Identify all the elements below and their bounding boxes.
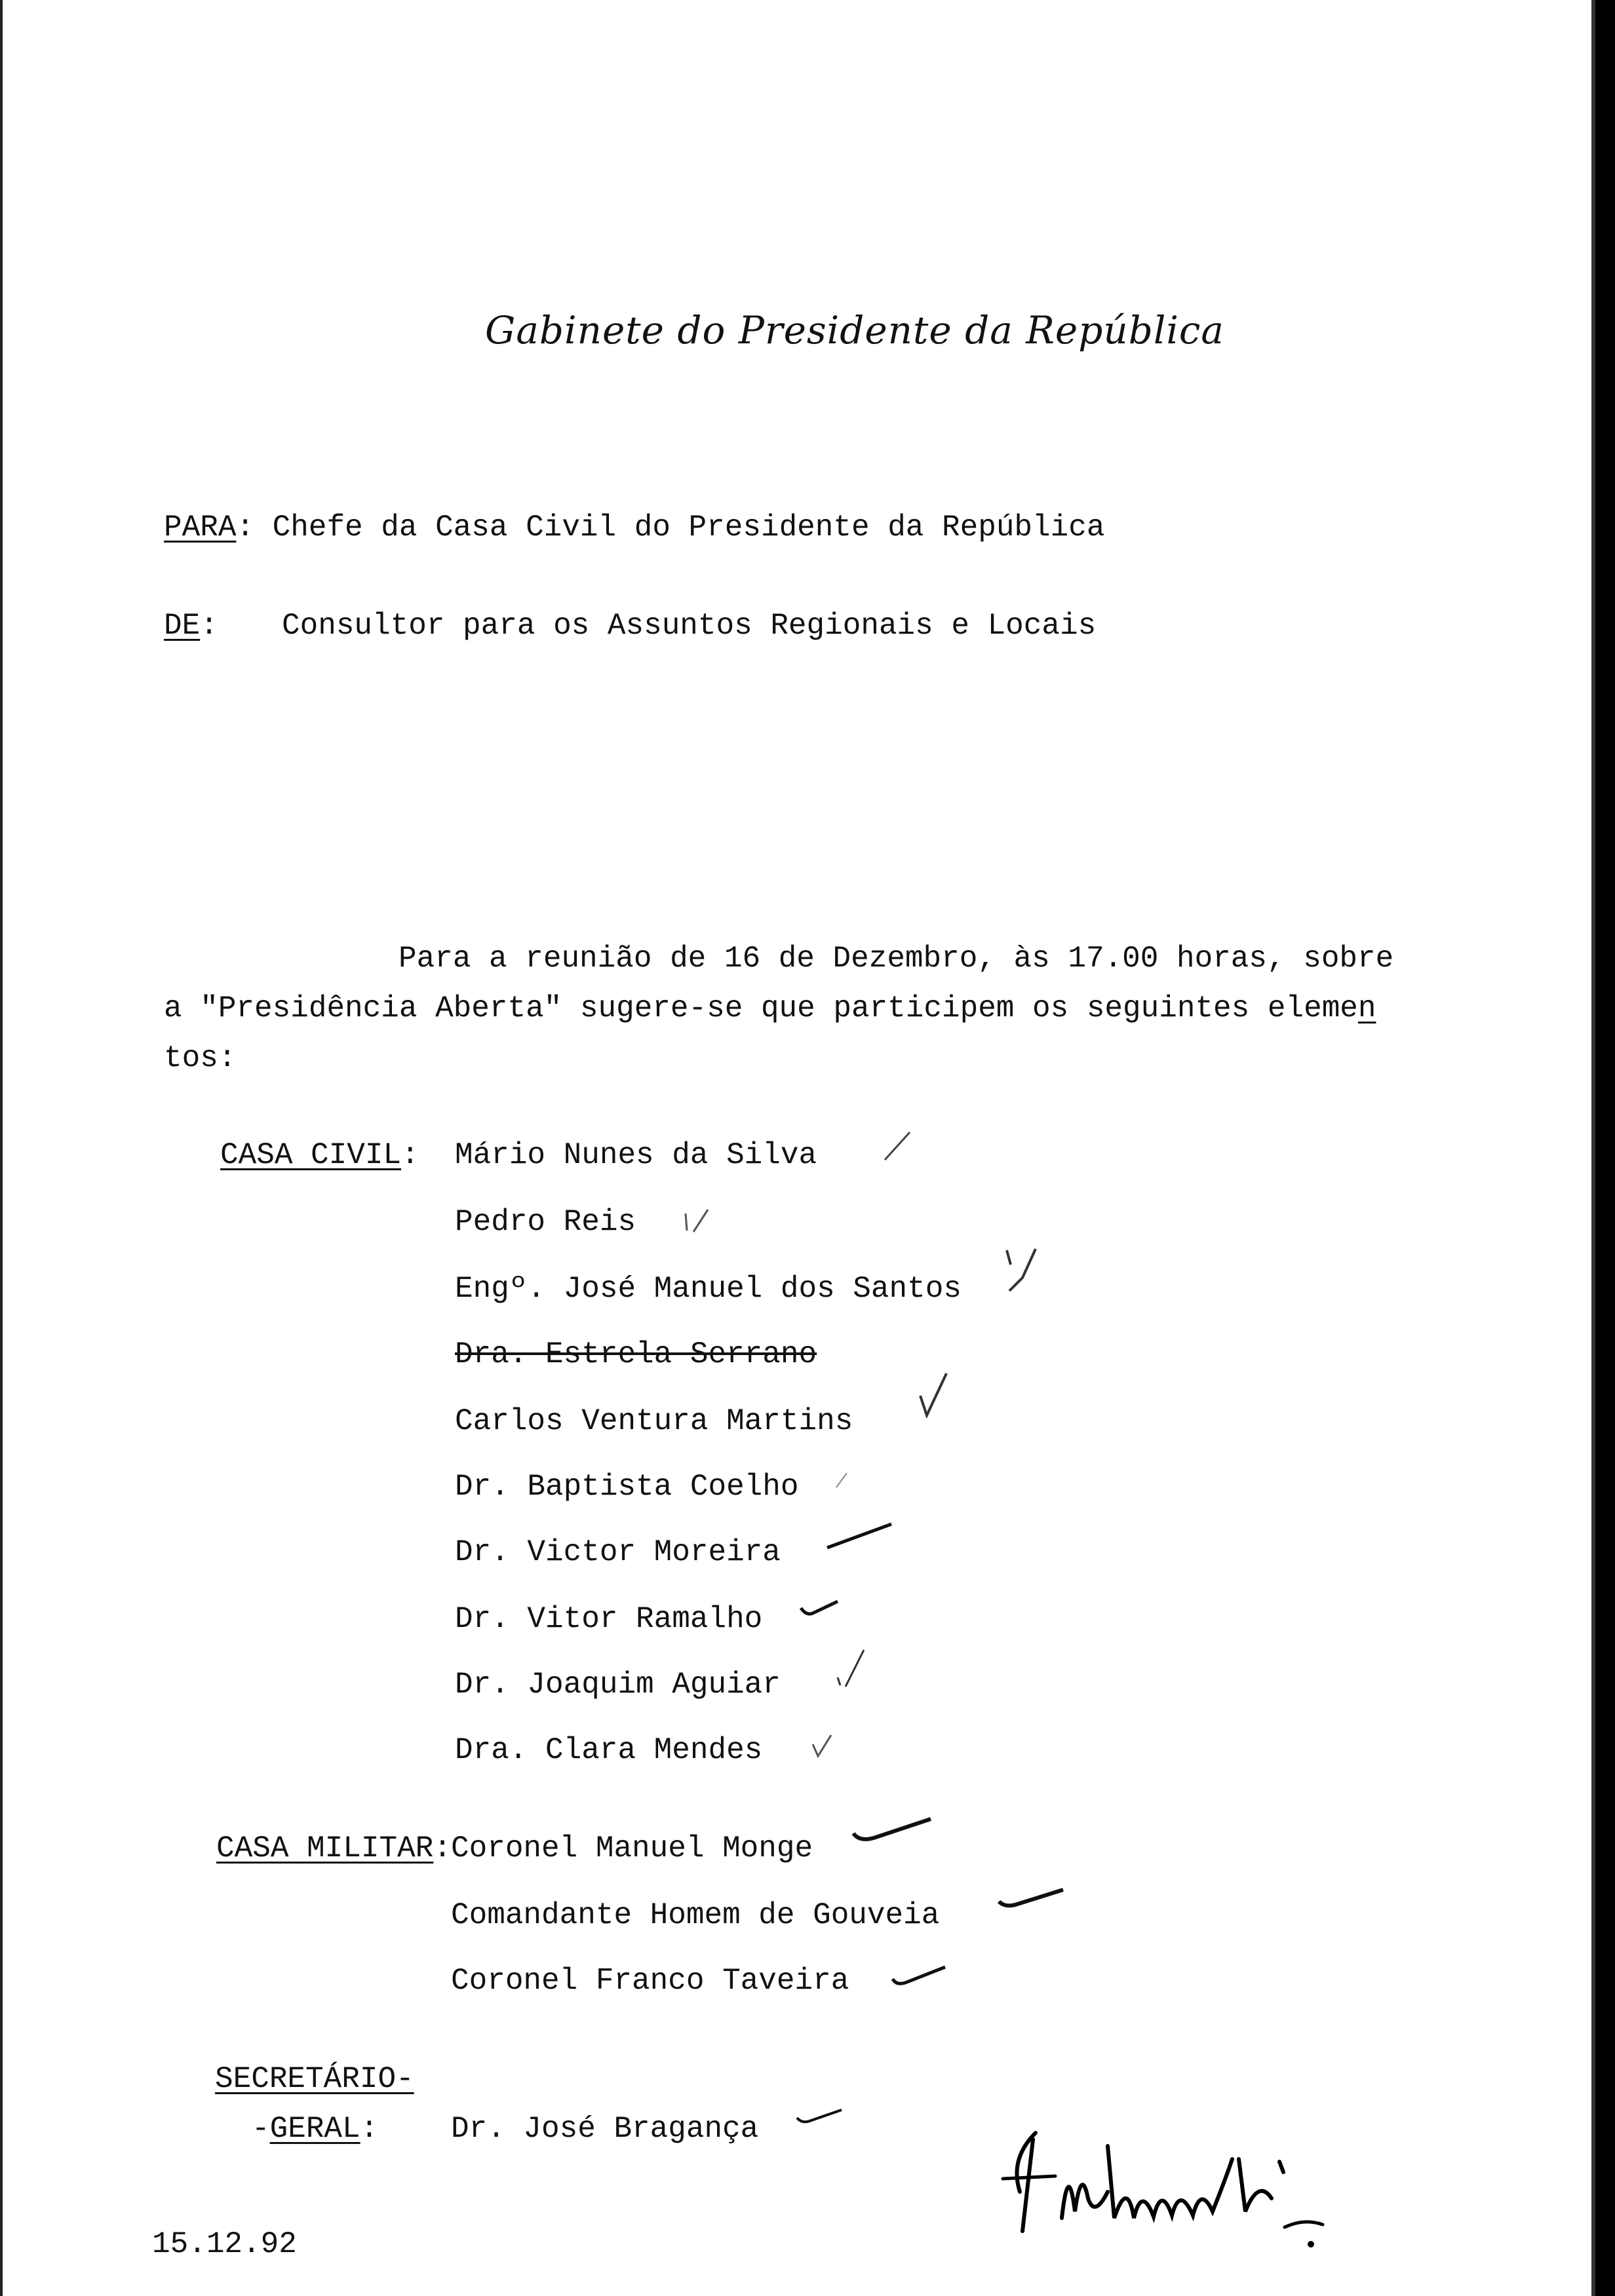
- check-mark-icon: [793, 2105, 846, 2131]
- de-colon: :: [200, 609, 218, 643]
- casa-militar-label: CASA MILITAR: [216, 1831, 434, 1866]
- check-mark-icon: [1003, 1245, 1042, 1304]
- secretario-member: Dr. José Bragança: [451, 2112, 759, 2146]
- casa-civil-member: Carlos Ventura Martins: [455, 1404, 853, 1438]
- casa-militar-heading: [216, 1833, 452, 1864]
- para-value: Chefe da Casa Civil do Presidente da República: [272, 510, 1105, 545]
- de-label: DE: [164, 609, 201, 643]
- check-mark-icon: [995, 1885, 1067, 1917]
- casa-civil-member-struck: Dra. Estrela Serrano: [455, 1337, 817, 1371]
- scan-right-edge: [1595, 0, 1615, 2296]
- check-mark-icon: [797, 1598, 843, 1624]
- secretario-label-line-1: SECRETÁRIO-: [215, 2062, 414, 2096]
- casa-civil-member: Engº. José Manuel dos Santos: [455, 1272, 962, 1306]
- check-mark-icon: [915, 1369, 954, 1428]
- scan-left-edge: [0, 0, 3, 2296]
- check-mark-icon: [823, 1519, 895, 1552]
- check-mark-icon: [832, 1468, 852, 1494]
- casa-militar-member: Coronel Manuel Monge: [451, 1831, 813, 1866]
- casa-civil-member: Dr. Victor Moreira: [455, 1535, 781, 1569]
- casa-civil-member: Pedro Reis: [455, 1205, 636, 1239]
- body-line-2: [164, 993, 1376, 1024]
- check-mark-icon: [849, 1814, 935, 1853]
- casa-civil-label: CASA CIVIL: [220, 1138, 402, 1172]
- casa-civil-member: Dr. Baptista Coelho: [455, 1470, 799, 1504]
- letterhead: Gabinete do Presidente da República: [485, 308, 1224, 353]
- document-date: 15.12.92: [152, 2227, 297, 2261]
- secretario-label-prefix: -: [252, 2112, 270, 2146]
- casa-militar-colon: :: [433, 1831, 452, 1866]
- para-line: [164, 512, 1104, 543]
- body-line-1: Para a reunião de 16 de Dezembro, às 17.00 horas, sobre: [399, 942, 1394, 976]
- body-line-2-text: a "Presidência Aberta" sugere-se que participem os seguintes eleme: [164, 991, 1358, 1025]
- body-line-2-hyphen-letter: n: [1357, 991, 1376, 1025]
- check-mark-icon: [809, 1730, 835, 1763]
- body-line-3: tos:: [164, 1041, 237, 1075]
- para-colon: :: [236, 510, 273, 545]
- casa-civil-member: Mário Nunes da Silva: [455, 1138, 817, 1172]
- secretario-label-main: GERAL: [269, 2112, 360, 2146]
- handwritten-signature: [996, 2120, 1337, 2251]
- check-mark-icon: [682, 1204, 714, 1237]
- casa-civil-colon: :: [401, 1138, 419, 1172]
- casa-civil-member: Dra. Clara Mendes: [455, 1733, 763, 1767]
- de-line: [164, 611, 218, 641]
- casa-militar-member: Coronel Franco Taveira: [451, 1964, 849, 1998]
- secretario-label-line-2: [252, 2114, 378, 2144]
- casa-civil-heading: [220, 1140, 419, 1170]
- casa-civil-member: Dr. Vitor Ramalho: [455, 1602, 763, 1636]
- check-mark-icon: [889, 1959, 948, 1992]
- de-value: Consultor para os Assuntos Regionais e Locais: [282, 609, 1097, 643]
- check-mark-icon: [832, 1645, 872, 1697]
- para-label: PARA: [164, 510, 237, 545]
- casa-militar-member: Comandante Homem de Gouveia: [451, 1898, 940, 1932]
- check-mark-icon: [878, 1127, 918, 1166]
- casa-civil-member: Dr. Joaquim Aguiar: [455, 1668, 781, 1702]
- secretario-colon: :: [360, 2112, 379, 2146]
